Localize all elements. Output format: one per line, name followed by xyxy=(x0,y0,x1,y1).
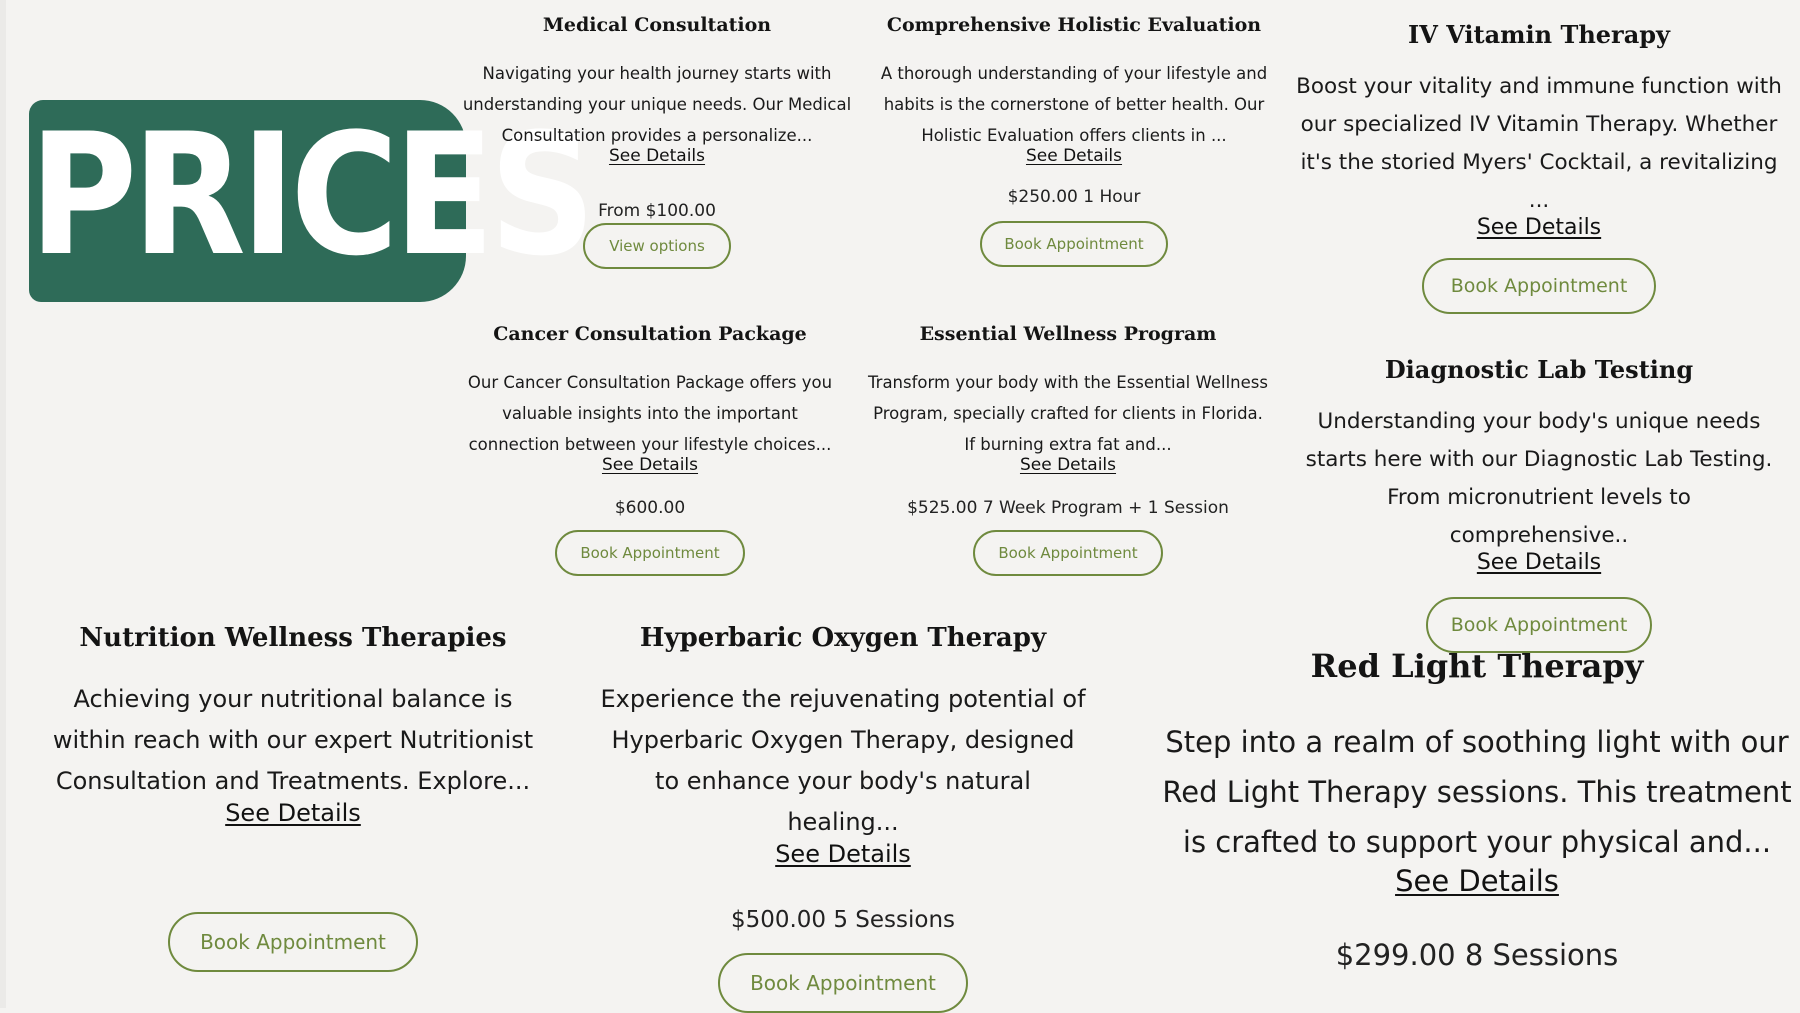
card-description: Achieving your nutritional balance is within reach with our expert Nutritionist Consultation and Treatments. Explore... xyxy=(52,685,534,795)
card-essential-wellness xyxy=(868,319,1268,576)
view-options-button[interactable]: View options xyxy=(583,223,731,269)
card-title: Cancer Consultation Package xyxy=(493,323,807,345)
card-cancer-consultation xyxy=(455,319,845,576)
card-title: IV Vitamin Therapy xyxy=(1408,20,1670,49)
card-description: Experience the rejuvenating potential of Hyperbaric Oxygen Therapy, designed to enhance your body's natural healing... xyxy=(600,685,1086,836)
card-description: A thorough understanding of your lifestyle and habits is the cornerstone of better health. Our Holistic Evaluation offers clients in ... xyxy=(880,64,1268,145)
see-details-link[interactable]: See Details xyxy=(1025,146,1123,166)
card-iv-vitamin-therapy xyxy=(1294,18,1784,314)
card-description: Our Cancer Consultation Package offers you valuable insights into the important connection between your lifestyle choices... xyxy=(467,373,833,454)
book-appointment-button[interactable]: Book Appointment xyxy=(168,912,418,972)
card-price: From $100.00 xyxy=(598,201,716,221)
card-title: Essential Wellness Program xyxy=(919,323,1217,345)
see-details-link[interactable]: See Details xyxy=(1476,215,1602,240)
see-details-link[interactable]: See Details xyxy=(1476,550,1602,575)
see-details-link[interactable]: See Details xyxy=(775,840,911,868)
card-description: Step into a realm of soothing light with our Red Light Therapy sessions. This treatment is crafted to support your physical and... xyxy=(1162,725,1792,859)
card-price: $250.00 1 Hour xyxy=(1007,187,1141,207)
see-details-link[interactable]: See Details xyxy=(1395,864,1559,898)
book-appointment-button[interactable]: Book Appointment xyxy=(973,530,1163,576)
book-appointment-button[interactable]: Book Appointment xyxy=(718,953,968,1013)
book-appointment-button[interactable]: Book Appointment xyxy=(980,221,1168,267)
card-title: Comprehensive Holistic Evaluation xyxy=(886,14,1262,36)
see-details-link[interactable]: See Details xyxy=(1019,455,1117,475)
card-description: Boost your vitality and immune function with our specialized IV Vitamin Therapy. Whether it's the storied Myers' Cocktail, a revitalizing ... xyxy=(1296,74,1782,213)
card-hyperbaric-oxygen xyxy=(600,619,1086,1013)
book-appointment-button[interactable]: Book Appointment xyxy=(1426,597,1652,653)
card-nutrition-wellness xyxy=(42,619,544,972)
card-price: $525.00 7 Week Program + 1 Session xyxy=(907,498,1229,518)
card-description: Navigating your health journey starts with understanding your unique needs. Our Medical Consultation provides a personalize... xyxy=(462,64,852,145)
card-description: Transform your body with the Essential Wellness Program, specially crafted for clients in Florida. If burning extra fat and... xyxy=(868,373,1268,454)
book-appointment-button[interactable]: Book Appointment xyxy=(555,530,745,576)
card-title: Red Light Therapy xyxy=(1310,647,1644,685)
card-title: Diagnostic Lab Testing xyxy=(1384,355,1694,384)
card-price: $500.00 5 Sessions xyxy=(730,907,956,933)
card-price: $600.00 xyxy=(614,498,686,518)
prices-logo xyxy=(29,97,591,302)
page-edge xyxy=(0,0,6,1008)
see-details-link[interactable]: See Details xyxy=(225,799,361,827)
card-medical-consultation xyxy=(462,10,852,269)
card-title: Medical Consultation xyxy=(542,14,772,36)
card-title: Hyperbaric Oxygen Therapy xyxy=(639,623,1047,653)
card-price: $299.00 8 Sessions xyxy=(1335,938,1619,972)
book-appointment-button[interactable]: Book Appointment xyxy=(1422,258,1656,314)
card-holistic-evaluation xyxy=(874,10,1274,267)
prices-logo-text: PRICES xyxy=(29,97,591,293)
card-title: Nutrition Wellness Therapies xyxy=(79,623,507,653)
see-details-link[interactable]: See Details xyxy=(601,455,699,475)
card-diagnostic-lab-testing xyxy=(1294,353,1784,653)
card-red-light-therapy xyxy=(1152,645,1800,973)
card-description: Understanding your body's unique needs starts here with our Diagnostic Lab Testing. From micronutrient levels to comprehensive.. xyxy=(1305,409,1773,548)
see-details-link[interactable]: See Details xyxy=(608,146,706,166)
